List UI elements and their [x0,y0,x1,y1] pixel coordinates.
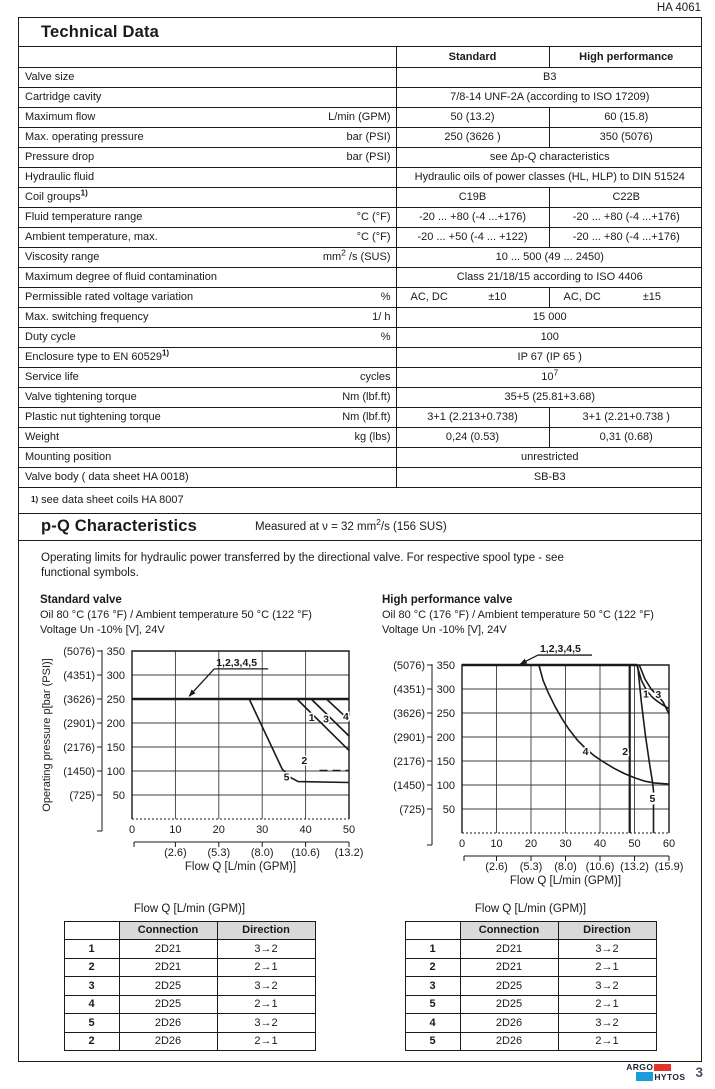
svg-text:300: 300 [106,669,125,682]
tech-value-high: 60 (15.8) [549,107,702,127]
tech-value-standard: C19B [396,187,549,207]
conn-direction: 3→2 [217,940,315,959]
footnote: 1) see data sheet coils HA 8007 [31,494,184,506]
content-frame [18,17,702,1062]
tech-header-row [19,47,702,67]
svg-text:(8.0): (8.0) [250,846,274,859]
tech-value-span: Hydraulic oils of power classes (HL, HLP) to DIN 51524 [396,167,702,187]
conn-direction: 2→1 [558,1032,656,1051]
svg-text:40: 40 [299,823,312,836]
svg-text:(1450): (1450) [393,779,425,792]
pq-title: p-Q Characteristics [41,517,198,535]
conn-row [64,977,315,996]
tech-row-label [19,127,396,147]
conn-header-cell: Direction [558,921,656,940]
conn-header-cell [405,921,460,940]
tech-label-text: Duty cycle [25,331,76,343]
tech-unit: $mm^2$ /s (SUS) [322,247,391,263]
tech-row [19,207,702,227]
svg-text:30: 30 [256,823,269,836]
tech-value-span: 10 ... 500 (49 ... 2450) [396,247,702,267]
conn-connection: 2D21 [119,940,217,959]
tech-value-span: unrestricted [396,447,702,467]
tech-label-text: Valve tightening torque [25,391,137,403]
tech-row [19,87,702,107]
svg-text:(725): (725) [69,789,95,802]
tech-row [19,107,702,127]
tech-value-high: 350 (5076) [549,127,702,147]
svg-text:50: 50 [342,823,356,836]
conn-header-cell [64,921,119,940]
tech-row-label [19,387,396,407]
tech-value-span: 7/8-14 UNF-2A (according to ISO 17209) [396,87,702,107]
svg-text:(5.3): (5.3) [519,860,543,873]
tech-value-standard: -20 ... +50 (-4 ... +122) [396,227,549,247]
technical-data-title: Technical Data [41,22,160,41]
conn-curve-number: 5 [405,1032,460,1051]
tech-unit: °C (°F) [356,211,391,223]
logo-text-hytos: HYTOS [654,1071,686,1082]
svg-text:(10.6): (10.6) [585,860,615,873]
tech-value-span: see Δp-Q characteristics [396,147,702,167]
conn-connection: 2D26 [460,1032,558,1051]
conn-connection: 2D26 [119,1032,217,1051]
tech-row-label [19,247,396,267]
svg-text:30: 30 [559,837,572,850]
conn-direction: 3→2 [558,940,656,959]
conn-row [64,1032,315,1051]
charts-row [33,593,701,891]
tech-value-standard: 0,24 (0.53) [396,427,549,447]
tech-value-span: SB-B3 [396,467,702,487]
logo-red-block [654,1064,671,1071]
tech-unit: bar (PSI) [346,131,391,143]
tech-row-label [19,447,396,467]
page-number: 3 [695,1064,703,1080]
svg-text:1: 1 [308,711,315,724]
measured-sup: 2 [376,516,381,527]
tech-value-span: IP 67 (IP 65 ) [396,347,702,367]
svg-text:200: 200 [436,731,455,744]
svg-text:3: 3 [323,713,329,726]
conn-direction: 2→1 [217,1032,315,1051]
tech-value-span: B3 [396,67,702,87]
conn-curve-number: 1 [64,940,119,959]
svg-text:4: 4 [582,745,589,758]
svg-text:50: 50 [442,803,455,816]
tech-unit: cycles [359,371,391,383]
tech-label-text: Permissible rated voltage variation [25,291,194,303]
tech-label-text: Coil groups$^{1)}$ [25,188,88,203]
tech-label-text: Weight [25,431,60,443]
tech-value-span: 100 [396,327,702,347]
svg-text:(1450): (1450) [63,765,95,778]
svg-text:4: 4 [343,710,349,723]
conn-curve-number: 2 [64,958,119,977]
tech-row [19,67,702,87]
tech-row-label [19,287,396,307]
svg-text:3: 3 [655,688,662,701]
tech-row [19,347,702,367]
svg-text:(15.9): (15.9) [654,860,684,873]
svg-text:(3626): (3626) [63,693,95,706]
tech-label-text: Ambient temperature, max. [25,231,158,243]
tech-unit: kg (lbs) [354,431,391,443]
measured-pre: Measured at ν = 32 mm [255,520,377,533]
tech-row [19,327,702,347]
flow-caption-right: Flow Q [L/min (GPM)] [474,902,587,915]
flow-caption-left: Flow Q [L/min (GPM)] [133,902,246,915]
tech-value-high: 3+1 (2.21+0.738 ) [549,407,702,427]
standard-connection-table [64,921,316,1052]
tech-label-text: Maximum degree of fluid contamination [25,271,217,283]
tech-value [396,287,549,307]
tech-row-label [19,187,396,207]
svg-text:Operating pressure p[bar (PSI): Operating pressure p[bar (PSI)] [41,657,53,812]
tech-label-text: Max. operating pressure [25,131,144,143]
svg-text:100: 100 [106,765,125,778]
tech-label-text: Fluid temperature range [25,211,143,223]
tech-row-label [19,207,396,227]
conn-curve-number: 4 [64,995,119,1014]
conn-connection: 2D21 [460,958,558,977]
conn-header-cell: Direction [217,921,315,940]
svg-text:(2901): (2901) [393,731,425,744]
page-footer [626,1063,703,1081]
tech-row [19,147,702,167]
tech-value-span: $10^7$ [396,367,702,387]
tech-pair-left: AC, DC [410,291,448,303]
tech-row [19,287,702,307]
tech-row-label [19,147,396,167]
tech-label-text: Valve size [25,71,75,83]
svg-text:300: 300 [436,683,455,696]
conn-curve-number: 3 [64,977,119,996]
tech-header-high: High performance [549,47,702,67]
measured-post: /s (156 SUS) [380,520,447,533]
svg-text:5: 5 [283,770,290,783]
svg-text:(13.2): (13.2) [620,860,649,873]
tech-value-high: C22B [549,187,702,207]
svg-text:(725): (725) [399,803,425,816]
technical-data-table [19,47,702,488]
tech-label-text: Cartridge cavity [25,91,102,103]
svg-text:50: 50 [112,789,125,802]
high-performance-valve-conditions-2: Voltage Un -10% [V], 24V [381,623,507,636]
tech-row-label [19,327,396,347]
tech-header-empty [19,47,396,67]
svg-text:(5076): (5076) [393,659,425,672]
conn-header-cell: Connection [119,921,217,940]
tech-value-high: -20 ... +80 (-4 ...+176) [549,227,702,247]
conn-curve-number: 3 [405,977,460,996]
tech-row [19,187,702,207]
pq-characteristics-header [19,513,701,541]
svg-text:1: 1 [642,687,649,700]
svg-text:(13.2): (13.2) [334,846,364,859]
svg-text:20: 20 [212,823,225,836]
intro-paragraph: Operating limits for hydraulic power transferred by the directional valve. For respective spool type - see functional symbols. [41,551,564,579]
logo-blue-block [636,1072,653,1081]
conn-curve-number: 5 [64,1014,119,1033]
conn-curve-number: 2 [405,958,460,977]
tech-row [19,467,702,487]
conn-row [64,958,315,977]
conn-direction: 3→2 [217,977,315,996]
standard-valve-pq-chart [40,639,374,879]
svg-text:(3626): (3626) [393,707,425,720]
svg-text:250: 250 [436,707,455,720]
tech-value-high: 0,31 (0.68) [549,427,702,447]
tech-row [19,407,702,427]
standard-valve-conditions-1: Oil 80 °C (176 °F) / Ambient temperature 50 °C (122 °F) [40,608,312,621]
tech-label-text: Viscosity range [25,251,100,263]
tech-value-standard: 50 (13.2) [396,107,549,127]
tech-unit: L/min (GPM) [328,111,391,123]
conn-connection: 2D25 [460,995,558,1014]
conn-row [405,958,656,977]
footnote-text: see data sheet coils HA 8007 [41,494,184,506]
svg-text:(8.0): (8.0) [554,860,577,873]
tech-unit: % [380,331,391,343]
svg-text:(2176): (2176) [63,741,95,754]
high-performance-valve-conditions-1: Oil 80 °C (176 °F) / Ambient temperature 50 °C (122 °F) [381,608,654,621]
svg-text:(5.3): (5.3) [207,846,231,859]
tech-row-label [19,227,396,247]
conn-row [405,1014,656,1033]
tech-label-text: Enclosure type to EN 60529$^{1)}$ [25,348,170,363]
tech-row [19,247,702,267]
conn-direction: 3→2 [558,977,656,996]
svg-text:5: 5 [649,792,656,805]
svg-text:(2176): (2176) [393,755,425,768]
conn-header-row [64,921,315,940]
tech-row-label [19,367,396,387]
conn-row [405,1032,656,1051]
svg-text:20: 20 [524,837,538,850]
conn-row [405,995,656,1014]
tech-label-text: Maximum flow [25,111,96,123]
standard-connection-table-wrap [19,903,360,1052]
tech-row [19,387,702,407]
tech-unit: bar (PSI) [346,151,391,163]
high-performance-valve-block [382,593,701,891]
svg-text:(2.6): (2.6) [164,846,187,859]
connection-tables-row [19,903,701,1052]
svg-text:10: 10 [490,837,503,850]
svg-text:100: 100 [436,779,455,792]
conn-header-row [405,921,656,940]
conn-direction: 3→2 [217,1014,315,1033]
tech-row-label [19,67,396,87]
standard-valve-block [33,593,382,891]
technical-data-header [19,18,701,47]
svg-text:250: 250 [106,693,125,706]
tech-row-label [19,347,396,367]
tech-unit: % [380,291,391,303]
tech-row [19,267,702,287]
svg-text:(10.6): (10.6) [291,846,320,859]
high-performance-valve-title: High performance valve [381,593,513,606]
tech-header-standard: Standard [396,47,549,67]
tech-row [19,167,702,187]
conn-row [405,977,656,996]
tech-row-label [19,87,396,107]
svg-text:(4351): (4351) [393,683,425,696]
tech-value [549,287,702,307]
tech-row [19,427,702,447]
svg-text:1,2,3,4,5: 1,2,3,4,5 [539,642,581,655]
tech-label-text: Plastic nut tightening torque [25,411,161,423]
tech-row [19,127,702,147]
tech-label-text: Valve body ( data sheet HA 0018) [25,471,189,483]
tech-label-text: Max. switching frequency [25,311,149,323]
high-performance-valve-pq-chart [382,639,698,891]
svg-text:Flow Q [L/min (GPM)]: Flow Q [L/min (GPM)] [184,860,297,873]
conn-connection: 2D26 [460,1014,558,1033]
svg-text:(2901): (2901) [63,717,95,730]
doc-ref: HA 4061 [656,2,701,14]
svg-text:2: 2 [622,745,629,758]
svg-text:60: 60 [662,837,676,850]
tech-label-text: Mounting position [25,451,112,463]
conn-connection: 2D25 [460,977,558,996]
tech-row [19,227,702,247]
tech-pair-right: ±15 [642,291,661,303]
svg-text:40: 40 [593,837,607,850]
standard-valve-conditions-2: Voltage Un -10% [V], 24V [40,623,165,636]
conn-connection: 2D21 [460,940,558,959]
svg-text:2: 2 [301,754,308,767]
tech-value-standard: 3+1 (2.213+0.738) [396,407,549,427]
tech-value-span: 35+5 (25.81+3.68) [396,387,702,407]
svg-text:(5076): (5076) [63,645,95,658]
svg-text:(2.6): (2.6) [485,860,508,873]
tech-label-text: Service life [25,371,79,383]
conn-direction: 2→1 [217,995,315,1014]
tech-row-label [19,407,396,427]
conn-connection: 2D21 [119,958,217,977]
conn-curve-number: 1 [405,940,460,959]
tech-row-label [19,167,396,187]
tech-unit: Nm (lbf.ft) [342,391,391,403]
svg-text:10: 10 [169,823,182,836]
standard-valve-title: Standard valve [40,593,122,606]
tech-unit: °C (°F) [356,231,391,243]
conn-connection: 2D25 [119,977,217,996]
conn-row [64,995,315,1014]
conn-direction: 3→2 [558,1014,656,1033]
conn-curve-number: 2 [64,1032,119,1051]
svg-text:1,2,3,4,5: 1,2,3,4,5 [216,656,258,669]
conn-curve-number: 4 [405,1014,460,1033]
tech-row [19,307,702,327]
conn-direction: 2→1 [558,995,656,1014]
svg-text:0: 0 [458,837,466,850]
tech-label-text: Pressure drop [25,151,95,163]
conn-header-cell: Connection [460,921,558,940]
svg-text:150: 150 [106,741,125,754]
conn-connection: 2D26 [119,1014,217,1033]
logo-text-argo: ARGO [626,1062,654,1072]
tech-unit: Nm (lbf.ft) [342,411,391,423]
conn-row [64,1014,315,1033]
tech-row-label [19,267,396,287]
tech-value-span: 15 000 [396,307,702,327]
tech-value-standard: -20 ... +80 (-4 ...+176) [396,207,549,227]
argo-hytos-logo [626,1063,685,1081]
svg-text:0: 0 [128,823,136,836]
tech-row-label [19,467,396,487]
tech-label-text: Hydraulic fluid [25,171,95,183]
tech-row [19,447,702,467]
conn-connection: 2D25 [119,995,217,1014]
tech-row [19,367,702,387]
tech-unit: 1/ h [372,311,391,323]
tech-value-high: -20 ... +80 (-4 ...+176) [549,207,702,227]
tech-pair-right: ±10 [488,291,507,303]
tech-pair-left: AC, DC [563,291,601,303]
tech-row-label [19,107,396,127]
svg-text:350: 350 [436,659,455,672]
tech-row-label [19,307,396,327]
svg-text:50: 50 [628,837,641,850]
conn-direction: 2→1 [217,958,315,977]
svg-text:Flow Q [L/min (GPM)]: Flow Q [L/min (GPM)] [509,874,622,887]
svg-text:150: 150 [436,755,455,768]
high-performance-connection-table-wrap [360,903,701,1052]
svg-text:(4351): (4351) [63,669,95,682]
tech-row-label [19,427,396,447]
svg-text:350: 350 [106,645,125,658]
conn-direction: 2→1 [558,958,656,977]
measured-at-note [255,516,447,533]
conn-row [405,940,656,959]
svg-text:200: 200 [106,717,125,730]
conn-row [64,940,315,959]
tech-value-standard: 250 (3626 ) [396,127,549,147]
high-performance-connection-table [405,921,657,1052]
tech-value-span: Class 21/18/15 according to ISO 4406 [396,267,702,287]
conn-curve-number: 5 [405,995,460,1014]
